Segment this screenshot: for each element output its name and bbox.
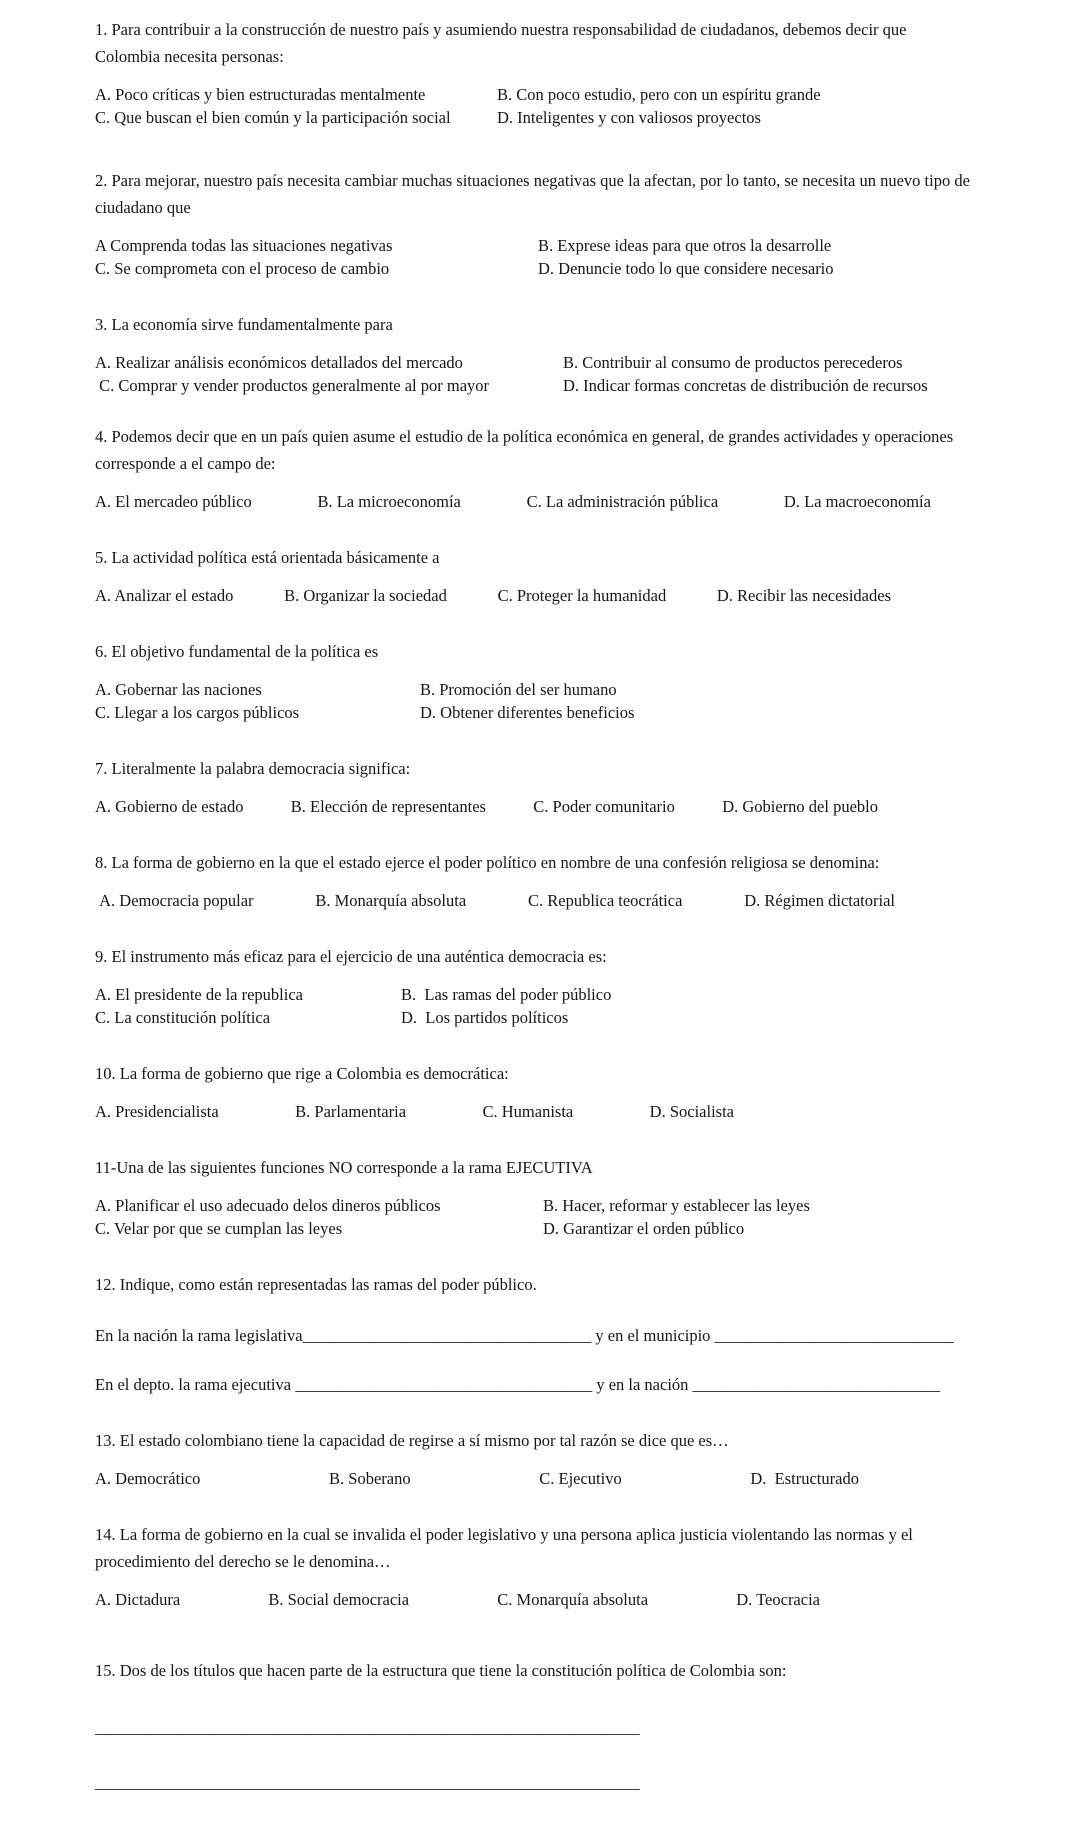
answer-option: A. El presidente de la republica bbox=[95, 985, 303, 1004]
question-text: 10. La forma de gobierno que rige a Colombia es democrática: bbox=[95, 1064, 509, 1083]
answer-option: D. Los partidos políticos bbox=[401, 1008, 569, 1027]
question-block bbox=[95, 544, 975, 607]
answer-option: A Comprenda todas las situaciones negativas bbox=[95, 236, 393, 255]
answer-option: B. Soberano bbox=[329, 1469, 411, 1488]
answer-option: D. Socialista bbox=[649, 1102, 734, 1121]
answer-option: C. Llegar a los cargos públicos bbox=[95, 703, 300, 722]
question-text: 12. Indique, como están representadas las ramas del poder público. bbox=[95, 1275, 537, 1294]
answer-option: D. Recibir las necesidades bbox=[716, 586, 891, 605]
question-text: 4. Podemos decir que en un país quien asume el estudio de la política económica en general, de grandes actividades y operaciones corresponde a el campo de: bbox=[95, 427, 954, 473]
question-text: 1. Para contribuir a la construcción de nuestro país y asumiendo nuestra responsabilidad de ciudadanos, debemos decir que Colombia necesita personas: bbox=[95, 20, 907, 66]
answer-option: C. Ejecutivo bbox=[539, 1469, 622, 1488]
answer-option: C. Humanista bbox=[482, 1102, 574, 1121]
answer-option: B. Las ramas del poder público bbox=[401, 985, 612, 1004]
answer-option: A. Realizar análisis económicos detallados del mercado bbox=[95, 353, 463, 372]
answer-option: D. Denuncie todo lo que considere necesario bbox=[538, 259, 834, 278]
option-row bbox=[95, 1100, 734, 1123]
option-row bbox=[95, 1588, 820, 1611]
answer-option: B. Hacer, reformar y establecer las leyes bbox=[543, 1196, 810, 1215]
answer-option: A. Presidencialista bbox=[95, 1102, 219, 1121]
answer-option: C. Poder comunitario bbox=[533, 797, 675, 816]
answer-option: B. Parlamentaria bbox=[295, 1102, 407, 1121]
answer-option: C. Comprar y vender productos generalmente al por mayor bbox=[95, 376, 490, 395]
option-row bbox=[95, 1194, 975, 1217]
options-group bbox=[95, 795, 975, 818]
options-group bbox=[95, 889, 975, 912]
answer-option: D. Régimen dictatorial bbox=[744, 891, 895, 910]
answer-option: A. El mercadeo público bbox=[95, 492, 252, 511]
question-text: 9. El instrumento más eficaz para el ejercicio de una auténtica democracia es: bbox=[95, 947, 607, 966]
answer-option: C. La constitución política bbox=[95, 1008, 271, 1027]
answer-option: A. Dictadura bbox=[95, 1590, 181, 1609]
answer-option: B. La microeconomía bbox=[317, 492, 461, 511]
answer-blank-line: __________________________________________________________________ bbox=[95, 1773, 640, 1792]
answer-option: D. Obtener diferentes beneficios bbox=[420, 703, 635, 722]
option-row bbox=[95, 1467, 859, 1490]
questions-list bbox=[95, 16, 975, 1794]
answer-option: C. Monarquía absoluta bbox=[497, 1590, 649, 1609]
answer-option: B. Con poco estudio, pero con un espíritu grande bbox=[497, 85, 821, 104]
answer-option: A. Gobierno de estado bbox=[95, 797, 244, 816]
answer-option: B. Contribuir al consumo de productos perecederos bbox=[563, 353, 903, 372]
options-group bbox=[95, 351, 975, 397]
question-text: 11-Una de las siguientes funciones NO corresponde a la rama EJECUTIVA bbox=[95, 1158, 593, 1177]
question-block bbox=[95, 16, 975, 129]
options-group bbox=[95, 83, 975, 129]
option-row bbox=[95, 234, 975, 257]
question-text: 8. La forma de gobierno en la que el estado ejerce el poder político en nombre de una confesión religiosa se denomina: bbox=[95, 853, 880, 872]
fill-in-line: En el depto. la rama ejecutiva ____________________________________ y en la nación ______________________________ bbox=[95, 1375, 941, 1394]
answer-option: A. Democracia popular bbox=[95, 891, 254, 910]
question-block bbox=[95, 1271, 975, 1396]
answer-option: D. Teocracia bbox=[736, 1590, 820, 1609]
option-row bbox=[95, 106, 975, 129]
option-row bbox=[95, 795, 878, 818]
answer-option: C. Velar por que se cumplan las leyes bbox=[95, 1219, 343, 1238]
answer-option: C. La administración pública bbox=[526, 492, 719, 511]
question-block bbox=[95, 943, 975, 1029]
answer-option: A. Planificar el uso adecuado delos dineros públicos bbox=[95, 1196, 441, 1215]
question-block bbox=[95, 638, 975, 724]
options-group bbox=[95, 234, 975, 280]
answer-option: D. Inteligentes y con valiosos proyectos bbox=[497, 108, 761, 127]
question-text: 3. La economía sirve fundamentalmente para bbox=[95, 315, 393, 334]
answer-option: B. Promoción del ser humano bbox=[420, 680, 617, 699]
question-block bbox=[95, 311, 975, 397]
option-row bbox=[95, 678, 975, 701]
options-group bbox=[95, 983, 975, 1029]
option-row bbox=[95, 257, 975, 280]
options-group bbox=[95, 678, 975, 724]
answer-option: D. Garantizar el orden público bbox=[543, 1219, 745, 1238]
answer-option: C. Se comprometa con el proceso de cambio bbox=[95, 259, 390, 278]
answer-option: C. Que buscan el bien común y la participación social bbox=[95, 108, 451, 127]
fill-in-line: En la nación la rama legislativa___________________________________ y en el municipio _____________________________ bbox=[95, 1326, 954, 1345]
question-block bbox=[95, 1154, 975, 1240]
option-row bbox=[95, 351, 975, 374]
answer-option: B. Elección de representantes bbox=[290, 797, 486, 816]
question-block bbox=[95, 755, 975, 818]
answer-option: D. Estructurado bbox=[750, 1469, 859, 1488]
answer-option: A. Poco críticas y bien estructuradas mentalmente bbox=[95, 85, 426, 104]
question-block bbox=[95, 1657, 975, 1794]
answer-option: A. Democrático bbox=[95, 1469, 201, 1488]
option-row bbox=[95, 374, 975, 397]
question-block bbox=[95, 423, 975, 513]
option-row bbox=[95, 889, 895, 912]
answer-blank-line: __________________________________________________________________ bbox=[95, 1718, 640, 1737]
question-text: 14. La forma de gobierno en la cual se invalida el poder legislativo y una persona aplica justicia violentando las normas y el procedimiento del derecho se le denomina… bbox=[95, 1525, 913, 1571]
answer-option: C. Republica teocrática bbox=[528, 891, 683, 910]
answer-option: A. Gobernar las naciones bbox=[95, 680, 262, 699]
answer-option: B. Exprese ideas para que otros la desarrolle bbox=[538, 236, 832, 255]
answer-option: B. Monarquía absoluta bbox=[315, 891, 467, 910]
options-group bbox=[95, 1588, 975, 1611]
options-group bbox=[95, 490, 975, 513]
options-group bbox=[95, 1467, 975, 1490]
option-row bbox=[95, 584, 891, 607]
question-block bbox=[95, 1427, 975, 1490]
answer-option: B. Social democracia bbox=[268, 1590, 410, 1609]
option-row bbox=[95, 1217, 975, 1240]
answer-option: D. La macroeconomía bbox=[783, 492, 931, 511]
options-group bbox=[95, 1194, 975, 1240]
question-block bbox=[95, 1060, 975, 1123]
question-block bbox=[95, 1521, 975, 1611]
question-text: 15. Dos de los títulos que hacen parte de la estructura que tiene la constitución política de Colombia son: bbox=[95, 1661, 787, 1680]
answer-option: D. Indicar formas concretas de distribución de recursos bbox=[563, 376, 928, 395]
options-group bbox=[95, 584, 975, 607]
answer-option: C. Proteger la humanidad bbox=[497, 586, 667, 605]
option-row bbox=[95, 701, 975, 724]
option-row bbox=[95, 83, 975, 106]
question-block bbox=[95, 849, 975, 912]
option-row bbox=[95, 983, 975, 1006]
option-row bbox=[95, 490, 931, 513]
question-text: 13. El estado colombiano tiene la capacidad de regirse a sí mismo por tal razón se dice que es… bbox=[95, 1431, 729, 1450]
answer-option: B. Organizar la sociedad bbox=[284, 586, 447, 605]
question-text: 6. El objetivo fundamental de la política es bbox=[95, 642, 379, 661]
question-text: 7. Literalmente la palabra democracia significa: bbox=[95, 759, 411, 778]
answer-option: D. Gobierno del pueblo bbox=[722, 797, 878, 816]
options-group bbox=[95, 1100, 975, 1123]
answer-option: A. Analizar el estado bbox=[95, 586, 234, 605]
question-block bbox=[95, 167, 975, 280]
question-text: 2. Para mejorar, nuestro país necesita cambiar muchas situaciones negativas que la afectan, por lo tanto, se necesita un nuevo tipo de ciudadano que bbox=[95, 171, 970, 217]
option-row bbox=[95, 1006, 975, 1029]
question-text: 5. La actividad política está orientada básicamente a bbox=[95, 548, 440, 567]
